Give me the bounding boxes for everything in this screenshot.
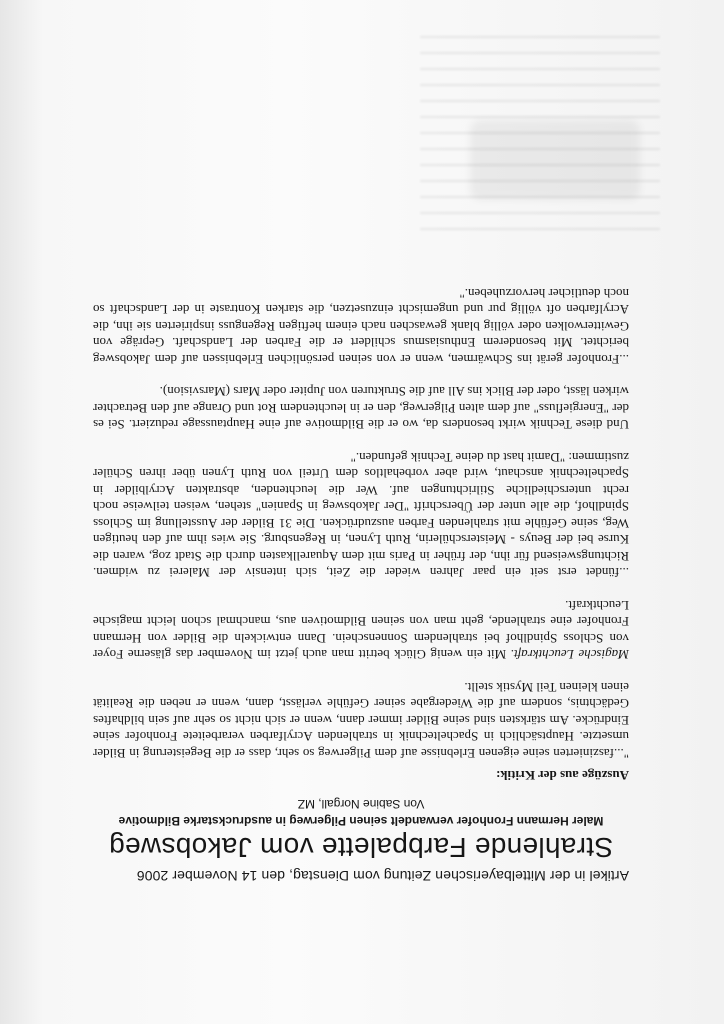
- paragraph-1: "...faszinierten seine eigenen Erlebnisse auf dem Pilgerweg so sehr, dass er die Begeisterung in Bilder umsetzte. Hauptsächlich in Spacheltechnik in strahlenden Acrylfarben verarbeitete Fronhofer seine Eindrücke. Am stärksten sind seine Bilder immer dann, wenn er sich nicht so sehr auf sein bildhaftes Gedächtnis, sondern auf die Wiedergabe seiner Gefühle verlässt, dann, wenn er neben die Realität einen kleinen Teil Mystik stellt.: [93, 680, 629, 761]
- paragraph-5: ...Fronhofer gerät ins Schwärmen, wenn er von seinen persönlichen Erlebnissen auf dem Jakobsweg berichtet. Mit besonderem Enthusiasmus schildert er die Farben der Landschaft. Gepräge von Gewitterwolken oder völlig blank gewaschen nach einem heftigen Regenguss inspirierten sie ihn, die Acrylfarben oft völlig pur und ungemischt einzusetzen, die starken Kontraste in der Landschaft so noch deutlicher hervorzuheben.": [93, 286, 629, 367]
- article-headline: Strahlende Farbpalette vom Jakobsweg: [108, 832, 614, 863]
- article-body: [93, 285, 629, 887]
- paragraph-4: Und diese Technik wirkt besonders da, wo er die Bildmotive auf eine Hauptaussage reduziert. Sei es der "Energiefluss" auf dem alten Pilgerweg, den er in leuchtendem Rot und Orange auf den Betrachter wirken lässt, oder der Blick ins All auf die Strukturen von Jupiter oder Mars (Marsvision).: [93, 384, 629, 433]
- article-masthead: Artikel in der Mittelbayerischen Zeitung vom Dienstag, den 14 November 2006: [136, 868, 629, 884]
- paragraph-2: Magische Leuchtkraft. Mit ein wenig Glück betritt man auch jetzt im November das gläserne Foyer von Schloss Spindlhof bei strahlendem Sonnenschein. Dann entwickeln die Bilder von Hermann Fronhofer eine strahlende, geht man von seinen Bildmotiven aus, manchmal schon leicht magische Leuchtkraft.: [93, 598, 629, 663]
- paragraph-3: ...fündet erst seit ein paar Jahren wieder die Zeit, sich intensiv der Malerei zu widmen. Richtungsweisend für ihn, der früher in Paris mit dem Aquarellkasten durch die Stadt zog, waren die Kurse bei der Beuys - Meisterschülerin, Ruth Lynen, in Regensburg. Sie wies ihm auf den heutigen Weg, seine Gefühle mit strahlenden Farben auszudrücken. Die 31 Bilder der Ausstellung im Schloss Spindlhof, die alle unter der Überschrift "Der Jakobsweg in Spanien" stehen, weisen teilweise noch recht unterschiedliche Stilrichtungen auf. Wer die leuchtenden, abstrakten Acrylbilder in Spacheltechnik anschaut, wird aber vorbehaltlos dem Urteil von Ruth Lynen über ihren Schüler zustimmen: "Damit hast du deine Technik gefunden.": [93, 450, 629, 581]
- section-label: Auszüge aus der Kritik:: [495, 768, 629, 783]
- article-subheadline: Maler Hermann Fronhofer verwandelt seinen Pilgerweg in ausdruckstarke Bildmotive: [118, 814, 604, 828]
- lead-phrase: Magische Leuchtkraft: [513, 647, 629, 663]
- article-byline: Von Sabine Norgall, MZ: [297, 797, 425, 811]
